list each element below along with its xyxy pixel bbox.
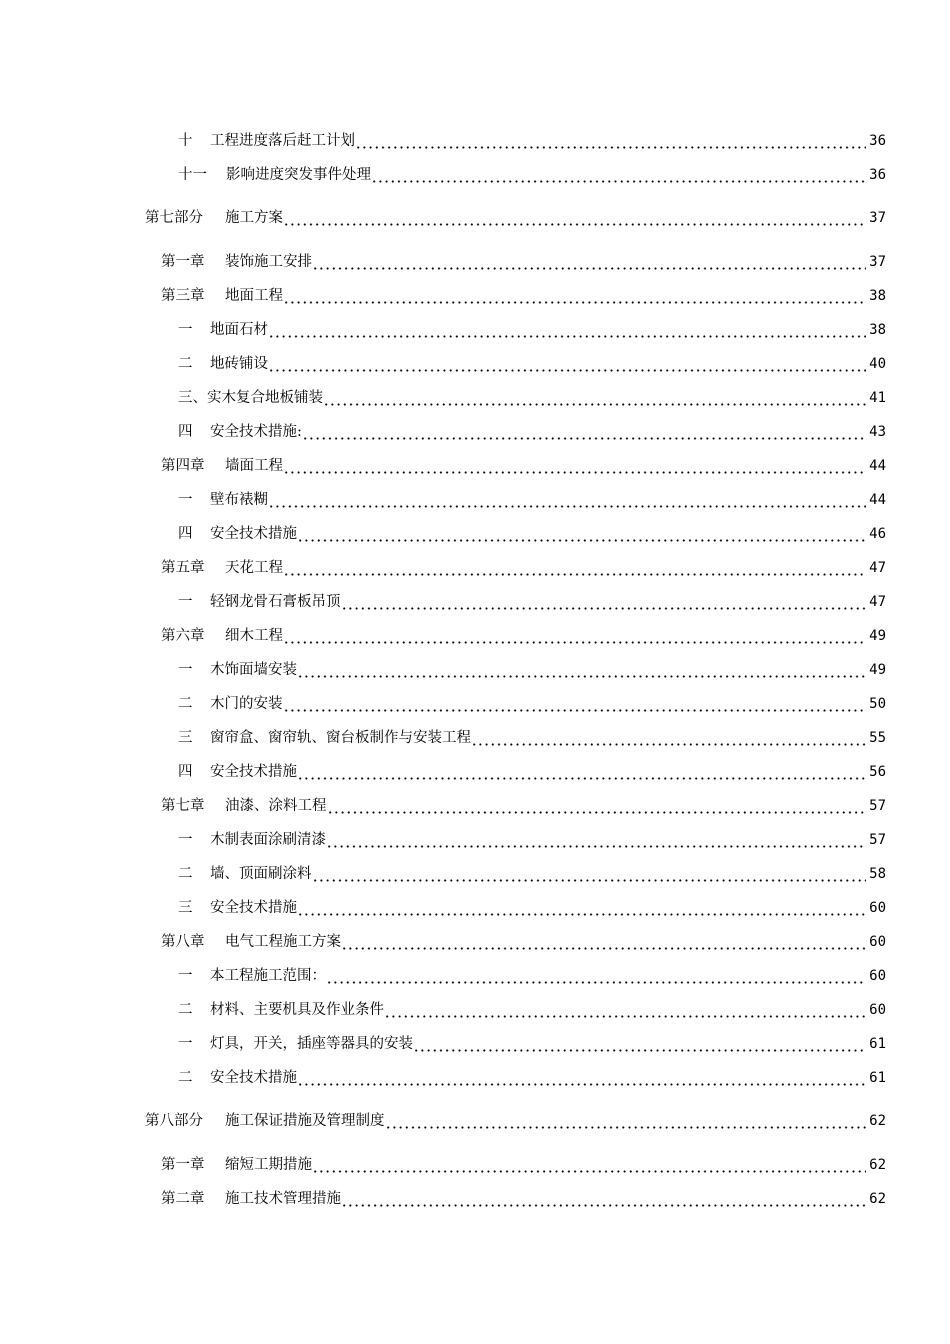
- toc-entry-page-number: 41: [869, 390, 886, 406]
- toc-entry-title: 壁布裱糊: [210, 492, 268, 508]
- toc-entry-page-number: 43: [869, 424, 886, 440]
- toc-entry-page-number: 60: [869, 934, 886, 950]
- toc-entry[interactable]: [161, 249, 886, 271]
- toc-entry-number: 一: [178, 322, 193, 338]
- toc-entry-title: 安全技术措施: [210, 764, 297, 780]
- dot-leader: [387, 1112, 867, 1130]
- toc-entry-page-number: 62: [869, 1191, 886, 1207]
- toc-entry[interactable]: [161, 453, 886, 475]
- dot-leader: [329, 797, 867, 815]
- toc-entry-title: 电气工程施工方案: [225, 934, 341, 950]
- toc-entry[interactable]: [178, 128, 886, 150]
- dot-leader: [473, 729, 866, 747]
- toc-entry-title: 灯具，开关，插座等器具的安装: [210, 1036, 413, 1052]
- toc-entry-page-number: 62: [869, 1157, 886, 1173]
- toc-entry-page-number: 60: [869, 968, 886, 984]
- toc-entry-number: 一: [178, 492, 193, 508]
- dot-leader: [299, 1069, 866, 1087]
- toc-entry-number: 二: [178, 1070, 193, 1086]
- toc-entry-title: 地砖铺设: [210, 356, 268, 372]
- toc-entry-number: 四: [178, 424, 193, 440]
- toc-entry[interactable]: [145, 205, 886, 227]
- toc-entry[interactable]: [178, 759, 886, 781]
- dot-leader: [357, 132, 866, 150]
- toc-entry-number: 第八部分: [145, 1113, 203, 1129]
- toc-entry-page-number: 57: [869, 798, 886, 814]
- dot-leader: [343, 1190, 866, 1208]
- toc-entry[interactable]: [178, 725, 886, 747]
- toc-entry[interactable]: [178, 589, 886, 611]
- toc-entry-page-number: 36: [869, 133, 886, 149]
- toc-entry-title: 安全技术措施:: [210, 424, 302, 440]
- dot-leader: [314, 253, 866, 271]
- toc-entry-page-number: 44: [869, 492, 886, 508]
- toc-entry-number: 第一章: [161, 254, 205, 270]
- dot-leader: [304, 423, 866, 441]
- toc-entry-number: 二: [178, 696, 193, 712]
- toc-entry-number: 二: [178, 1002, 193, 1018]
- toc-entry-number: 二: [178, 356, 193, 372]
- toc-entry-title: 地面工程: [225, 288, 283, 304]
- toc-entry-number: 三: [178, 900, 193, 916]
- dot-leader: [328, 831, 866, 849]
- dot-leader: [285, 627, 866, 645]
- toc-entry-page-number: 47: [869, 594, 886, 610]
- toc-entry-title: 油漆、涂料工程: [225, 798, 327, 814]
- toc-entry-title: 施工保证措施及管理制度: [225, 1113, 385, 1129]
- dot-leader: [285, 457, 866, 475]
- toc-entry-title: 安全技术措施: [210, 526, 297, 542]
- toc-entry[interactable]: [161, 929, 886, 951]
- toc-entry[interactable]: [178, 861, 886, 883]
- toc-entry-number: 第七章: [161, 798, 205, 814]
- toc-entry-title: 缩短工期措施: [225, 1157, 312, 1173]
- toc-entry-number: 第二章: [161, 1191, 205, 1207]
- toc-entry[interactable]: [161, 623, 886, 645]
- toc-entry-page-number: 61: [869, 1036, 886, 1052]
- toc-entry-number: 第一章: [161, 1157, 205, 1173]
- toc-entry-number: 三: [178, 730, 193, 746]
- toc-entry-number: 十一: [178, 167, 207, 183]
- toc-entry-title: 木门的安装: [210, 696, 283, 712]
- toc-entry-title: 三、实木复合地板铺装: [178, 390, 323, 406]
- toc-entry-page-number: 57: [869, 832, 886, 848]
- toc-entry[interactable]: [178, 521, 886, 543]
- dot-leader: [328, 967, 866, 985]
- dot-leader: [270, 321, 866, 339]
- toc-entry-title: 工程进度落后赶工计划: [210, 133, 355, 149]
- toc-entry-title: 地面石材: [210, 322, 268, 338]
- toc-entry-number: 一: [178, 968, 193, 984]
- dot-leader: [299, 525, 866, 543]
- toc-entry-page-number: 62: [869, 1113, 886, 1129]
- dot-leader: [343, 933, 866, 951]
- toc-entry-title: 天花工程: [225, 560, 283, 576]
- dot-leader: [373, 166, 866, 184]
- toc-entry-page-number: 50: [869, 696, 886, 712]
- dot-leader: [314, 1156, 866, 1174]
- toc-entry-title: 施工技术管理措施: [225, 1191, 341, 1207]
- toc-entry-number: 第四章: [161, 458, 205, 474]
- dot-leader: [299, 899, 866, 917]
- toc-entry-title: 墙面工程: [225, 458, 283, 474]
- toc-entry-number: 四: [178, 764, 193, 780]
- toc-entry-page-number: 37: [869, 254, 886, 270]
- toc-entry[interactable]: [178, 1031, 886, 1053]
- dot-leader: [270, 355, 866, 373]
- toc-entry-title: 本工程施工范围：: [210, 968, 326, 984]
- toc-entry-page-number: 49: [869, 662, 886, 678]
- toc-entry[interactable]: [145, 1108, 886, 1130]
- toc-entry-number: 一: [178, 594, 193, 610]
- dot-leader: [343, 593, 867, 611]
- toc-entry-number: 一: [178, 1036, 193, 1052]
- dot-leader: [285, 559, 866, 577]
- toc-entry-title: 施工方案: [225, 210, 283, 226]
- toc-entry-page-number: 37: [869, 210, 886, 226]
- toc-entry[interactable]: [161, 793, 886, 815]
- toc-entry-title: 安全技术措施: [210, 1070, 297, 1086]
- toc-entry[interactable]: [178, 1065, 886, 1087]
- dot-leader: [386, 1001, 866, 1019]
- toc-entry-page-number: 60: [869, 900, 886, 916]
- dot-leader: [415, 1035, 866, 1053]
- toc-entry[interactable]: [178, 487, 886, 509]
- toc-entry-title: 影响进度突发事件处理: [226, 167, 371, 183]
- toc-entry-title: 轻钢龙骨石膏板吊顶: [210, 594, 341, 610]
- toc-entry-title: 木饰面墙安装: [210, 662, 297, 678]
- dot-leader: [285, 287, 866, 305]
- toc-entry-number: 四: [178, 526, 193, 542]
- toc-entry[interactable]: [178, 317, 886, 339]
- toc-entry-title: 细木工程: [225, 628, 283, 644]
- toc-entry-number: 第七部分: [145, 210, 203, 226]
- toc-entry-title: 装饰施工安排: [225, 254, 312, 270]
- toc-entry[interactable]: [178, 162, 886, 184]
- toc-entry-page-number: 49: [869, 628, 886, 644]
- toc-entry[interactable]: [161, 555, 886, 577]
- dot-leader: [285, 209, 866, 227]
- toc-entry-number: 一: [178, 832, 193, 848]
- toc-entry[interactable]: [178, 351, 886, 373]
- toc-entry-title: 材料、主要机具及作业条件: [210, 1002, 384, 1018]
- toc-entry-page-number: 55: [869, 730, 886, 746]
- toc-entry-page-number: 56: [869, 764, 886, 780]
- toc-entry-title: 木制表面涂刷清漆: [210, 832, 326, 848]
- toc-entry[interactable]: [178, 997, 886, 1019]
- toc-entry-page-number: 44: [869, 458, 886, 474]
- toc-entry-page-number: 61: [869, 1070, 886, 1086]
- toc-entry[interactable]: [178, 385, 886, 407]
- toc-entry-number: 第八章: [161, 934, 205, 950]
- toc-entry-number: 第五章: [161, 560, 205, 576]
- toc-entry-page-number: 40: [869, 356, 886, 372]
- dot-leader: [270, 491, 866, 509]
- toc-entry[interactable]: [161, 283, 886, 305]
- toc-entry-number: 第三章: [161, 288, 205, 304]
- toc-entry-page-number: 46: [869, 526, 886, 542]
- toc-entry-number: 十: [178, 133, 193, 149]
- toc-entry-page-number: 38: [869, 288, 886, 304]
- toc-entry[interactable]: [178, 419, 886, 441]
- toc-entry-page-number: 36: [869, 167, 886, 183]
- dot-leader: [299, 763, 866, 781]
- toc-entry[interactable]: [178, 963, 886, 985]
- toc-entry[interactable]: [178, 827, 886, 849]
- toc-entry-page-number: 47: [869, 560, 886, 576]
- toc-entry[interactable]: [178, 657, 886, 679]
- toc-entry-title: 墙、顶面刷涂料: [210, 866, 312, 882]
- toc-entry-title: 窗帘盒、窗帘轨、窗台板制作与安装工程: [210, 730, 471, 746]
- toc-entry-number: 一: [178, 662, 193, 678]
- dot-leader: [325, 389, 866, 407]
- toc-entry[interactable]: [178, 895, 886, 917]
- dot-leader: [314, 865, 867, 883]
- dot-leader: [285, 695, 867, 713]
- toc-entry[interactable]: [161, 1186, 886, 1208]
- toc-entry-title: 安全技术措施: [210, 900, 297, 916]
- toc-entry-page-number: 58: [869, 866, 886, 882]
- toc-entry-page-number: 60: [869, 1002, 886, 1018]
- toc-entry-page-number: 38: [869, 322, 886, 338]
- toc-entry[interactable]: [178, 691, 886, 713]
- dot-leader: [299, 661, 866, 679]
- toc-entry-number: 二: [178, 866, 193, 882]
- toc-entry-number: 第六章: [161, 628, 205, 644]
- toc-entry[interactable]: [161, 1152, 886, 1174]
